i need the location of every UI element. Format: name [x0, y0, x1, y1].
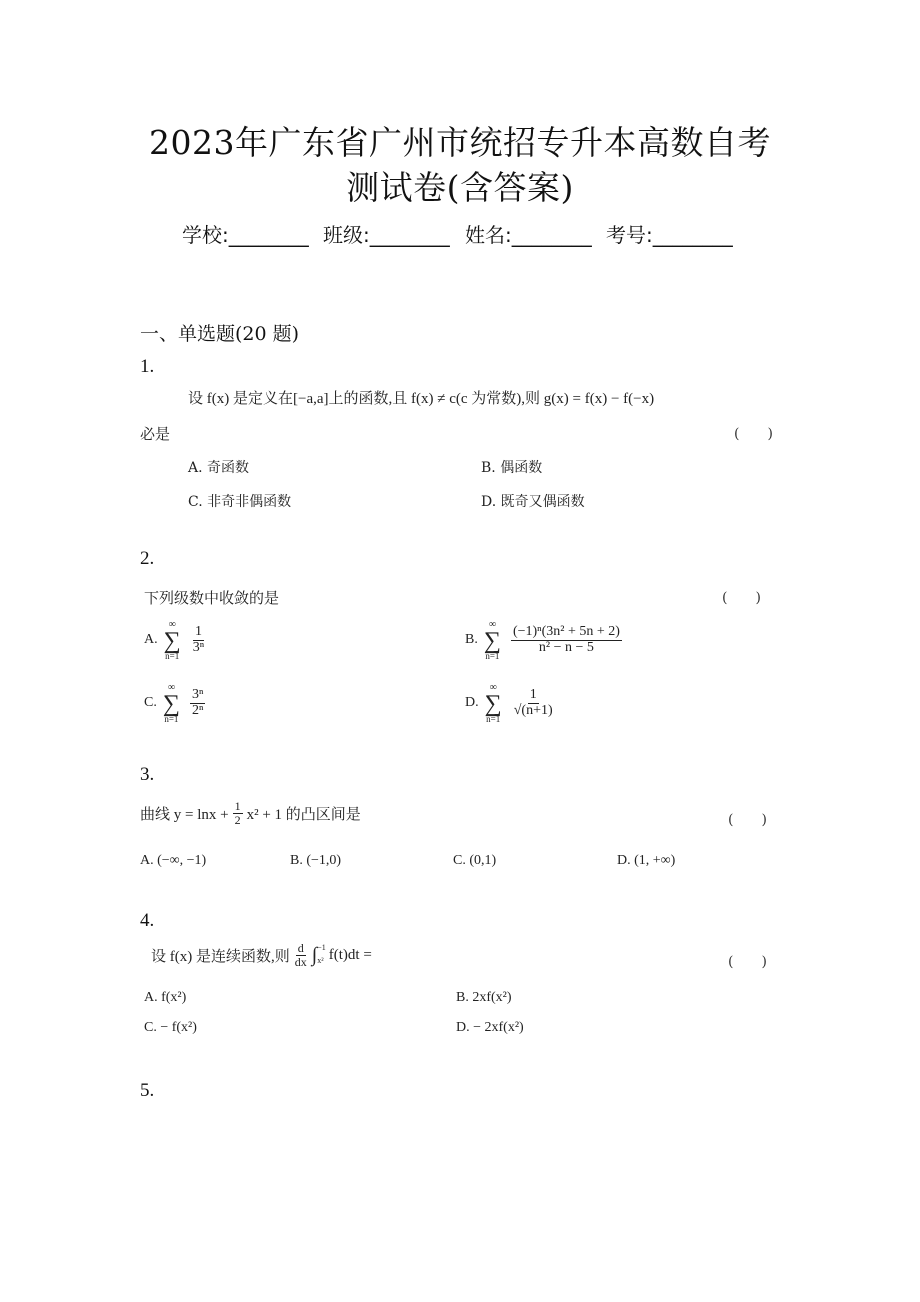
option-label: B.: [465, 632, 478, 648]
school-field: 学校:________: [182, 223, 309, 247]
fraction: $\frac{\text{3ⁿ}}{\text{2ⁿ}}$: [191, 687, 204, 718]
option-d: D. − 2xf(x²): [456, 1020, 524, 1035]
fraction: $\frac{1}{2}$: [234, 799, 241, 827]
fraction: $\frac{d}{dx}$: [294, 941, 307, 969]
question-number: 2.: [140, 548, 155, 569]
answer-parentheses: ( ): [734, 426, 773, 442]
name-field: 姓名:________: [465, 223, 592, 247]
question-stem: 设 f(x) 是定义在[−a,a]上的函数,且 f(x) ≠ c(c 为常数),则 g(x) = f(x) − f(−x): [188, 391, 655, 407]
question-number: 1.: [140, 356, 155, 377]
fraction: $\frac{1}{\text{3ⁿ}}$: [192, 624, 205, 655]
page-title-line2: 测试卷(含答案): [346, 168, 574, 207]
option-c: C. 非奇非偶函数: [188, 494, 292, 510]
answer-parentheses: ( ): [728, 954, 767, 970]
question-stem: 设 f(x) 是连续函数,则 $\frac{d}{dx}$ ∫ −1 x² f(t)dt =: [151, 941, 372, 969]
option-c: [144, 683, 205, 724]
option-b: [465, 620, 622, 661]
section-title: 一、单选题(20 题): [140, 323, 300, 345]
option-d: [465, 683, 555, 724]
question-stem: 下列级数中收敛的是: [144, 589, 280, 607]
answer-parentheses: ( ): [728, 812, 767, 828]
option-label: C.: [144, 695, 157, 711]
option-label: A.: [144, 632, 158, 648]
option-d: D. (1, +∞): [617, 853, 676, 868]
option-b: B. 2xf(x²): [456, 990, 512, 1005]
question-number: 3.: [140, 764, 155, 785]
option-b: B. 偶函数: [481, 460, 543, 476]
exam-number-field: 考号:________: [606, 223, 733, 247]
option-label: D.: [465, 695, 479, 711]
sum-symbol: ∞ ∑ n=1: [162, 682, 180, 725]
question-stem-continued: 必是: [140, 425, 171, 443]
page-title: 2023年广东省广州市统招专升本高数自考: [149, 123, 771, 162]
class-field: 班级:________: [323, 223, 450, 247]
sum-symbol: ∞ ∑ n=1: [163, 619, 181, 662]
option-d: D. 既奇又偶函数: [481, 494, 585, 510]
question-number: 4.: [140, 910, 155, 931]
option-c: C. (0,1): [453, 853, 497, 868]
integral: ∫ −1 x²: [311, 943, 326, 966]
option-b: B. (−1,0): [290, 853, 342, 868]
sum-symbol: ∞ ∑ n=1: [484, 682, 502, 725]
option-a: A. f(x²): [144, 990, 187, 1005]
question-stem: 曲线 y = lnx + $\frac{1}{2}$ x² + 1 的凸区间是: [140, 799, 361, 827]
fraction: $\frac{\text{(−1)ⁿ(3n² + 5n + 2)}}{\text{n² − n − 5}}$: [512, 624, 620, 655]
option-c: C. − f(x²): [144, 1020, 197, 1035]
option-a: A. 奇函数: [188, 460, 250, 476]
option-a: A. (−∞, −1): [140, 853, 207, 868]
question-number: 5.: [140, 1080, 155, 1101]
answer-parentheses: ( ): [722, 590, 761, 606]
sum-symbol: ∞ ∑ n=1: [483, 619, 501, 662]
fraction: $\frac{1}{√(n+1)}$: [513, 687, 553, 718]
option-a: [144, 620, 206, 661]
